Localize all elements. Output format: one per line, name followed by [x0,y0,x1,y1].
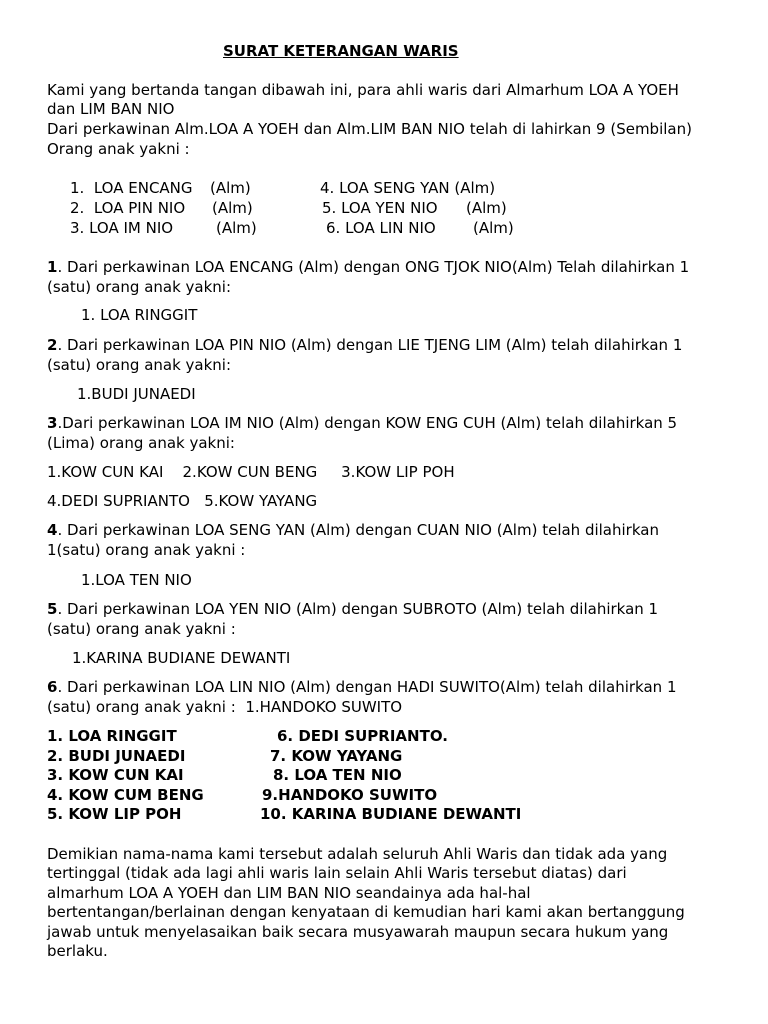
child-number: 2. [70,199,85,217]
child-name: LOA ENCANG [93,179,193,197]
heir-item: 1. LOA RINGGIT [47,727,177,745]
child-item [326,219,436,239]
child-status: (Alm) [212,199,253,217]
section-text: (satu) orang anak yakni: [47,278,232,296]
closing-line: jawab untuk menyelasaikan baik secara musyawarah maupun secara hukum yang [47,923,669,941]
child-number: 1. [70,179,85,197]
section-text: . Dari perkawinan LOA PIN NIO (Alm) dengan LIE TJENG LIM (Alm) telah dilahirkan 1 [57,336,683,354]
closing-line: almarhum LOA A YOEH dan LIM BAN NIO seandainya ada hal-hal [47,884,531,902]
intro-line: Kami yang bertanda tangan dibawah ini, para ahli waris dari Almarhum LOA A YOEH [47,81,679,99]
section-number: 1 [47,258,58,276]
child-item [322,199,438,219]
section-text: . Dari perkawinan LOA LIN NIO (Alm) dengan HADI SUWITO(Alm) telah dilahirkan 1 [57,678,677,696]
section-children: 1.KOW CUN KAI 2.KOW CUN BENG 3.KOW LIP POH [47,463,455,481]
intro-line: Dari perkawinan Alm.LOA A YOEH dan Alm.LIM BAN NIO telah di lahirkan 9 (Sembilan) [47,120,692,138]
section-number: 2 [47,336,58,354]
child-status: (Alm) [216,219,257,237]
section-text: . Dari perkawinan LOA ENCANG (Alm) dengan ONG TJOK NIO(Alm) Telah dilahirkan 1 [57,258,690,276]
intro-line: dan LIM BAN NIO [47,100,175,118]
section-text: (satu) orang anak yakni: [47,356,232,374]
section-paragraph [47,521,659,541]
section-text: (Lima) orang anak yakni: [47,434,235,452]
child-item [320,179,495,199]
child-number: 6. [326,219,341,237]
child-status: (Alm) [210,179,251,197]
child-name: LOA YEN NIO [341,199,438,217]
heir-item: 7. KOW YAYANG [270,747,403,765]
child-item [70,199,185,219]
section-text: . Dari perkawinan LOA SENG YAN (Alm) dengan CUAN NIO (Alm) telah dilahirkan [57,521,659,539]
child-number: 5. [322,199,337,217]
section-text: 1(satu) orang anak yakni : [47,541,246,559]
closing-line: bertentangan/berlainan dengan kenyataan di kemudian hari kami akan bertanggung [47,903,685,921]
closing-line: tertinggal (tidak ada lagi ahli waris lain selain Ahli Waris tersebut diatas) dari [47,864,627,882]
child-number: 3. [70,219,85,237]
section-children: 4.DEDI SUPRIANTO 5.KOW YAYANG [47,492,318,510]
section-paragraph [47,600,658,620]
child-item [70,219,173,239]
section-number: 3 [47,414,58,432]
heir-item: 5. KOW LIP POH [47,805,182,823]
heir-item: 10. KARINA BUDIANE DEWANTI [260,805,522,823]
section-text: (satu) orang anak yakni : [47,620,236,638]
page-title: SURAT KETERANGAN WARIS [223,42,459,60]
heir-item: 4. KOW CUM BENG [47,786,204,804]
intro-line: Orang anak yakni : [47,140,190,158]
child-item [70,179,193,199]
child-name: LOA IM NIO [89,219,174,237]
section-text: .Dari perkawinan LOA IM NIO (Alm) dengan KOW ENG CUH (Alm) telah dilahirkan 5 [57,414,678,432]
heir-item: 3. KOW CUN KAI [47,766,184,784]
section-children: 1.BUDI JUNAEDI [77,385,196,403]
closing-line: berlaku. [47,942,108,960]
section-number: 6 [47,678,58,696]
section-paragraph [47,414,677,434]
section-paragraph [47,678,677,698]
child-status: (Alm) [454,179,496,197]
closing-line: Demikian nama-nama kami tersebut adalah seluruh Ahli Waris dan tidak ada yang [47,845,668,863]
child-name: LOA LIN NIO [345,219,436,237]
heir-item: 2. BUDI JUNAEDI [47,747,186,765]
section-text: . Dari perkawinan LOA YEN NIO (Alm) dengan SUBROTO (Alm) telah dilahirkan 1 [57,600,659,618]
section-children: 1. LOA RINGGIT [81,306,198,324]
child-status: (Alm) [466,199,507,217]
section-children: 1.KARINA BUDIANE DEWANTI [72,649,291,667]
heir-item: 9.HANDOKO SUWITO [262,786,438,804]
section-text: (satu) orang anak yakni : 1.HANDOKO SUWITO [47,698,403,716]
child-name: LOA SENG YAN [339,179,450,197]
child-status: (Alm) [473,219,514,237]
section-number: 4 [47,521,58,539]
section-number: 5 [47,600,58,618]
section-paragraph [47,258,689,278]
child-number: 4. [320,179,335,197]
section-children: 1.LOA TEN NIO [81,571,192,589]
section-paragraph [47,336,682,356]
heir-item: 6. DEDI SUPRIANTO. [277,727,448,745]
heir-item: 8. LOA TEN NIO [273,766,402,784]
child-name: LOA PIN NIO [93,199,186,217]
